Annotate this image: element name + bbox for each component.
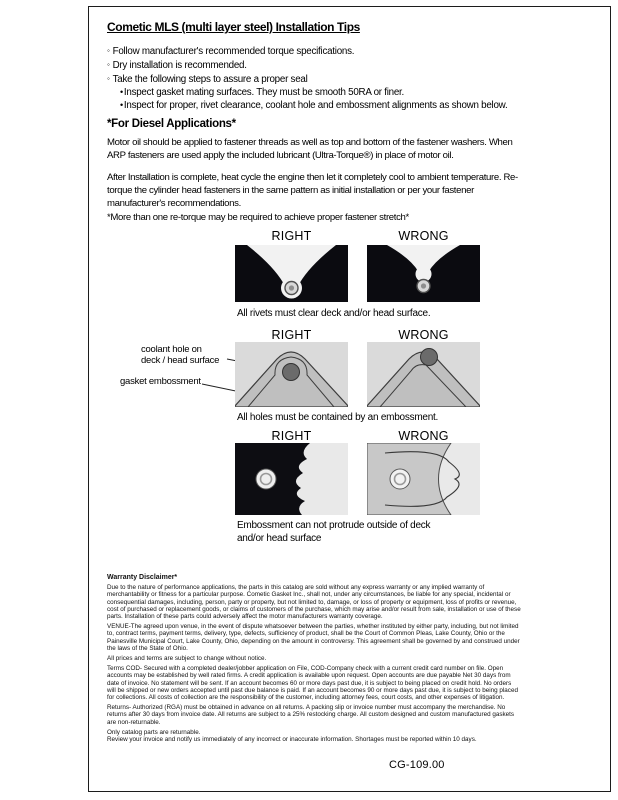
figure-caption-holes: All holes must be contained by an embossment. (237, 412, 439, 423)
retorque-note: *More than one re-torque may be required to achieve proper fastener stretch* (107, 212, 409, 223)
coolant-hole-right-diagram (235, 342, 348, 407)
embossment-wrong-diagram (367, 443, 480, 515)
diesel-paragraph-1: Motor oil should be applied to fastener threads as well as top and bottom of the fastener washers. When ARP fasteners are used apply the included lubricant (Ultra-Torque®) in place of motor oil. (107, 137, 513, 161)
warranty-heading: Warranty Disclaimer* (107, 574, 178, 581)
warranty-paragraph: Review your invoice and notify us immediately of any incorrect or inaccurate information. Shortages must be reported within 10 days. (107, 736, 477, 744)
wrong-label-row1: WRONG (398, 229, 449, 243)
rivet-clearance-right-diagram (235, 245, 348, 302)
tip-text: Dry installation is recommended. (112, 60, 247, 71)
warranty-paragraph: All prices and terms are subject to change without notice. (107, 655, 267, 663)
warranty-paragraph: Returns- Authorized (RGA) must be obtained in advance on all returns. A packing slip or invoice number must accompany the merchandise. No returns after 30 days from invoice date. All returns are subject to a 25% restocking charge. All custom designed and custom manufactured gaskets are non-returnable. (107, 704, 515, 726)
annotation-coolant-line2: deck / head surface (141, 354, 220, 366)
warranty-paragraph: Due to the nature of performance applications, the parts in this catalog are sold without any express warranty or any implied warranty of merchantability or fitness for a particular purpose. Cometic Gasket Inc., shall not, under any circumstances, be liable for any special, incidental or consequential damages, including, person, party or property, but not limited to, damage, or loss of property or equipment, loss of profits or revenue, cost of purchased or replacement goods, or claims of customers of the purchase, which may arise and/or result from sale, installation or use of these parts. Installation of these parts could adversely affect the motor manufacturers warranty coverage. (107, 584, 521, 621)
bullet-marker: ◦ (107, 60, 110, 69)
warranty-disclaimer-section (107, 574, 521, 743)
diesel-applications-heading: *For Diesel Applications* (107, 118, 236, 130)
right-label-row3: RIGHT (271, 429, 312, 443)
embossment-right-diagram (235, 443, 348, 515)
tip-text: Take the following steps to assure a proper seal (112, 74, 308, 85)
warranty-paragraph: VENUE-The agreed upon venue, in the event of dispute whatsoever between the parties, whether instituted by either party, including, but not limited to, contract terms, payment terms, delivery, type, defects, sufficiency of product, shall be the Court of Common Pleas, Lake County, Ohio or the Painesville Municipal Court, Lake County, Ohio, depending on the amount in controversy. This agreement shall be governed by and construed under the laws of the State of Ohio. (107, 623, 520, 652)
tip-text: Inspect for proper, rivet clearance, coolant hole and embossment alignments as shown below. (123, 100, 508, 111)
bullet-marker: ◦ (107, 46, 110, 55)
wrong-label-row3: WRONG (398, 429, 449, 443)
wrong-label-row2: WRONG (398, 328, 449, 342)
bullet-marker: • (120, 100, 123, 110)
tip-sub-item (120, 86, 507, 99)
page-code: CG-109.00 (389, 759, 445, 771)
annotation-gasket-embossment: gasket embossment (120, 376, 201, 387)
bullet-marker: • (120, 87, 123, 97)
tip-item (107, 58, 507, 72)
rivet-clearance-wrong-diagram (367, 245, 480, 302)
figure-caption-rivets: All rivets must clear deck and/or head surface. (237, 308, 431, 319)
tip-sub-item (120, 99, 507, 112)
coolant-hole-wrong-diagram (367, 342, 480, 407)
installation-tips-list (107, 44, 507, 112)
tip-text: Inspect gasket mating surfaces. They must be smooth 50RA or finer. (123, 87, 405, 98)
diesel-paragraph-2: After Installation is complete, heat cycle the engine then let it completely cool to ambient temperature. Re-torque the cylinder head fasteners in the same pattern as initial installation or per your fastener manufacturer's recommendations. (107, 172, 518, 209)
right-label-row1: RIGHT (271, 229, 312, 243)
right-label-row2: RIGHT (271, 328, 312, 342)
tip-item (107, 44, 507, 58)
bullet-marker: ◦ (107, 74, 110, 83)
warranty-paragraph: Only catalog parts are returnable. (107, 728, 201, 736)
tip-text: Follow manufacturer's recommended torque specifications. (112, 46, 355, 57)
figure-caption-embossment: Embossment can not protrude outside of deck and/or head surface (237, 520, 431, 544)
warranty-paragraph: Terms COD- Secured with a completed dealer/jobber application on File, COD-Company check with a current credit card number on file. Open accounts may be established by well rated firms. A credit application is available upon request. Open accounts are due payable Net 30 days from date of invoice. No statement will be sent. If an account becomes 60 or more days past due, it is subject to being placed on credit hold. No orders will be shipped or new orders accepted until past due balance is paid. If an account becomes 90 or more days past due, it is subject to being placed for collections. All costs of collection are the responsibility of the customer, including attorney fees, court costs, and other expenses of litigation. (107, 665, 518, 702)
page-title: Cometic MLS (multi layer steel) Installation Tips (107, 20, 360, 34)
annotation-coolant-line1: coolant hole on (141, 344, 202, 355)
tip-item (107, 72, 507, 86)
